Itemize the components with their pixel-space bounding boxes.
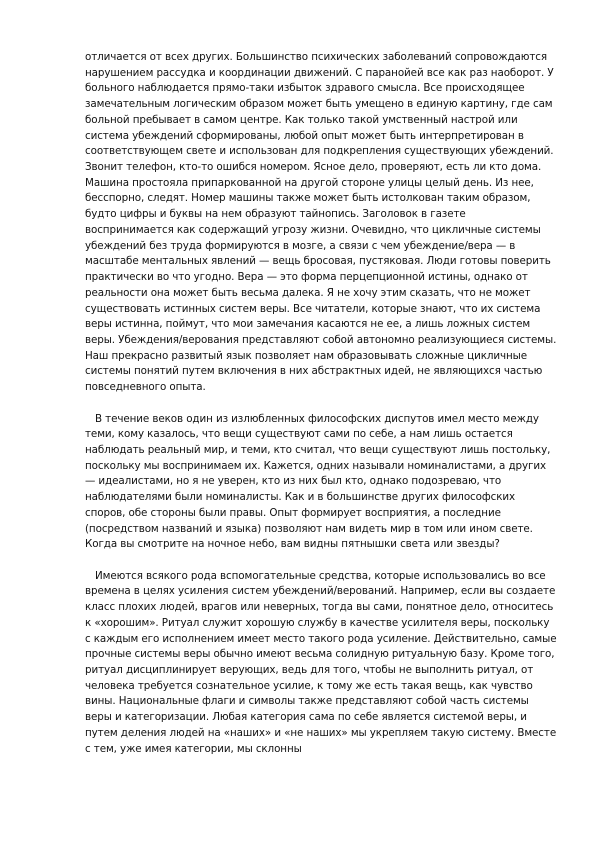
body-paragraph: отличается от всех других. Большинство психических заболеваний сопровождаются нарушением рассудка и координации движений. С паранойей все как раз наоборот. У больного наблюдается прямо-таки избыток здравого смысла. Все происходящее замечательным логическим образом может быть умещено в единую картину, где сам больной пребывает в самом центре. Как только такой умственный настрой или система убеждений сформированы, любой опыт может быть интерпретирован в соответствующем свете и использован для подкрепления существующих убеждений. Звонит телефон, кто-то ошибся номером. Ясное дело, проверяют, есть ли кто дома. Машина простояла припаркованной на другой стороне улицы целый день. Из нее, бесспорно, следят. Номер машины также может быть истолкован таким образом, будто цифры и буквы на нем образуют тайнопись. Заголовок в газете воспринимается как содержащий угрозу жизни. Очевидно, что цикличные системы убеждений без труда формируются в мозге, а связи с чем убеждение/вера — в масштабе ментальных явлений — вещь бросовая, пустяковая. Люди готовы поверить практически во что угодно. Вера — это форма перцепционной истины, однако от реальности она может быть весьма далека. Я не хочу этим сказать, что не может существовать истинных систем веры. Все читатели, которые знают, что их система веры истинна, поймут, что мои замечания касаются не ее, а лишь ложных систем веры. Убеждения/верования представляют собой автономно реализующиеся системы. Наш прекрасно развитый язык позволяет нам образовывать сложные цикличные системы понятий путем включения в них абстрактных идей, не являющихся частью повседневного опыта. [85, 51, 557, 394]
body-paragraph: Имеются всякого рода вспомогательные средства, которые использовались во все времена в целях усиления систем убеждений/верований. Например, если вы создаете класс плохих людей, врагов или неверных, тогда вы сами, понятное дело, относитесь к «хорошим». Ритуал служит хорошую службу в качестве усилителя веры, поскольку с каждым его исполнением имеет место такого рода усиление. Действительно, самые прочные системы веры обычно имеют весьма солидную ритуальную базу. Кроме того, ритуал дисциплинирует верующих, ведь для того, чтобы не выполнить ритуал, от человека требуется сознательное усилие, к тому же есть такая вещь, как чувство вины. Национальные флаги и символы также представляют собой часть системы веры и категоризации. Любая категория сама по себе является системой веры, и путем деления людей на «наших» и «не наших» мы укрепляем такую систему. Вместе с тем, уже имея категории, мы склонны [85, 569, 557, 755]
body-paragraph: В течение веков один из излюбленных философских диспутов имел место между теми, кому казалось, что вещи существуют сами по себе, а нам лишь остается наблюдать реальный мир, и теми, кто считал, что вещи существуют лишь постольку, поскольку мы воспринимаем их. Кажется, одних называли номиналистами, а других — идеалистами, но я не уверен, кто из них был кто, однако подозреваю, что наблюдателями были номиналисты. Как и в большинстве других философских споров, обе стороны были правы. Опыт формирует восприятия, а последние (посредством названий и языка) позволяют нам видеть мир в том или ином свете. Когда вы смотрите на ночное небо, вам видны пятнышки света или звезды? [85, 412, 551, 551]
document-page [85, 50, 557, 757]
